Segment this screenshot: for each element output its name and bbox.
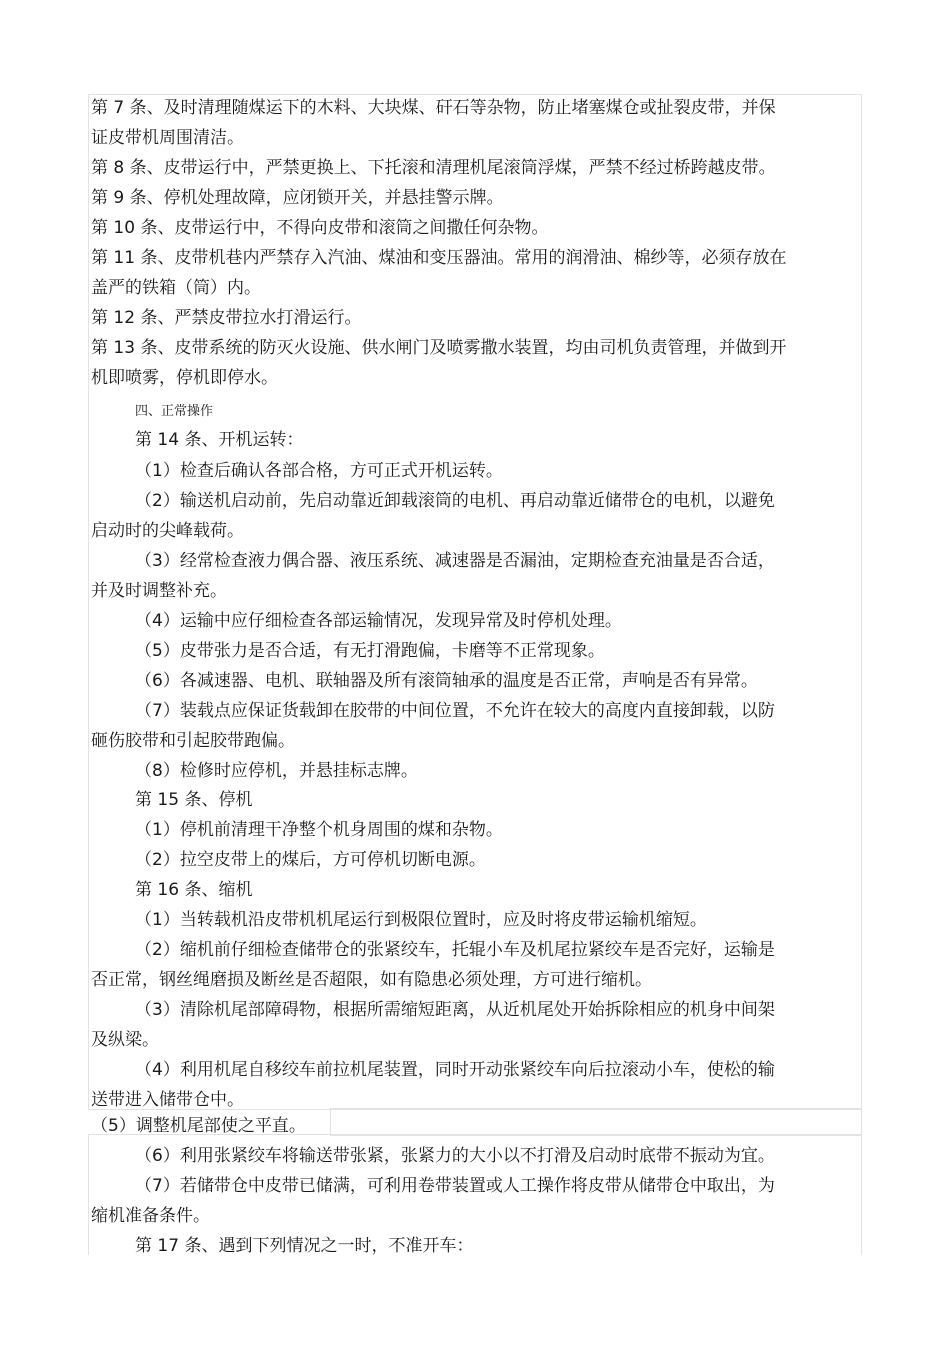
text-line: （7）装载点应保证货载卸在胶带的中间位置，不允许在较大的高度内直接卸载，以防 [135,701,775,721]
text-line: （6）利用张紧绞车将输送带张紧，张紧力的大小以不打滑及启动时底带不振动为宜。 [135,1146,775,1166]
text-line: 第 8 条、皮带运行中，严禁更换上、下托滚和清理机尾滚筒浮煤，严禁不经过桥跨越皮带。 [91,158,776,178]
text-line: （2）缩机前仔细检查储带仓的张紧绞车，托辊小车及机尾拉紧绞车是否完好，运输是 [135,940,775,960]
text-line: 第 10 条、皮带运行中，不得向皮带和滚筒之间撒任何杂物。 [91,218,549,238]
text-line: 第 9 条、停机处理故障，应闭锁开关，并悬挂警示牌。 [91,188,504,208]
text-line: （2）输送机启动前，先启动靠近卸载滚筒的电机、再启动靠近储带仓的电机，以避免 [135,491,775,511]
text-line: （2）拉空皮带上的煤后，方可停机切断电源。 [135,850,486,870]
text-line: 否正常，钢丝绳磨损及断丝是否超限，如有隐患必须处理，方可进行缩机。 [91,970,652,990]
text-line: 第 11 条、皮带机巷内严禁存入汽油、煤油和变压器油。常用的润滑油、棉纱等，必须存放在 [91,248,787,268]
page-frame-gap [330,1108,862,1136]
text-line: （4）利用机尾自移绞车前拉机尾装置，同时开动张紧绞车向后拉滚动小车，使松的输 [135,1060,775,1080]
text-line: 启动时的尖峰载荷。 [91,521,244,541]
text-line: 第 15 条、停机 [135,790,253,810]
text-line: 第 16 条、缩机 [135,880,253,900]
text-line: 第 12 条、严禁皮带拉水打滑运行。 [91,308,362,328]
text-line: （8）检修时应停机，并悬挂标志牌。 [135,761,418,781]
text-line: （3）清除机尾部障碍物，根据所需缩短距离，从近机尾处开始拆除相应的机身中间架 [135,1000,775,1020]
text-line: （1）停机前清理干净整个机身周围的煤和杂物。 [135,820,503,840]
text-line: 砸伤胶带和引起胶带跑偏。 [91,731,295,751]
text-line: 第 13 条、皮带系统的防灭火设施、供水闸门及喷雾撒水装置，均由司机负责管理，并做到开 [91,338,787,358]
section-heading: 四、正常操作 [135,404,214,419]
text-line: （6）各减速器、电机、联轴器及所有滚筒轴承的温度是否正常，声响是否有异常。 [135,671,758,691]
text-line: （7）若储带仓中皮带已储满，可利用卷带装置或人工操作将皮带从储带仓中取出，为 [135,1176,775,1196]
text-line: （1）当转载机沿皮带机机尾运行到极限位置时，应及时将皮带运输机缩短。 [135,910,707,930]
text-line: 及纵梁。 [91,1030,159,1050]
text-line: 送带进入储带仓中。 [91,1090,244,1110]
text-line: （5）调整机尾部使之平直。 [91,1116,306,1136]
text-line: （3）经常检查液力偶合器、液压系统、减速器是否漏油，定期检查充油量是否合适， [135,551,775,571]
text-line: （5）皮带张力是否合适，有无打滑跑偏，卡磨等不正常现象。 [135,641,605,661]
text-line: 机即喷雾，停机即停水。 [91,368,278,388]
text-line: 并及时调整补充。 [91,581,227,601]
text-line: （1）检查后确认各部合格，方可正式开机运转。 [135,461,503,481]
text-line: 缩机准备条件。 [91,1206,210,1226]
text-line: 第 14 条、开机运转： [135,430,304,450]
text-line: 第 7 条、及时清理随煤运下的木料、大块煤、矸石等杂物，防止堵塞煤仓或扯裂皮带，并保 [91,98,776,118]
text-line: 证皮带机周围清洁。 [91,128,244,148]
text-line: 盖严的铁箱（筒）内。 [91,278,261,298]
text-line: 第 17 条、遇到下列情况之一时，不准开车： [135,1236,474,1256]
text-line: （4）运输中应仔细检查各部运输情况，发现异常及时停机处理。 [135,611,622,631]
